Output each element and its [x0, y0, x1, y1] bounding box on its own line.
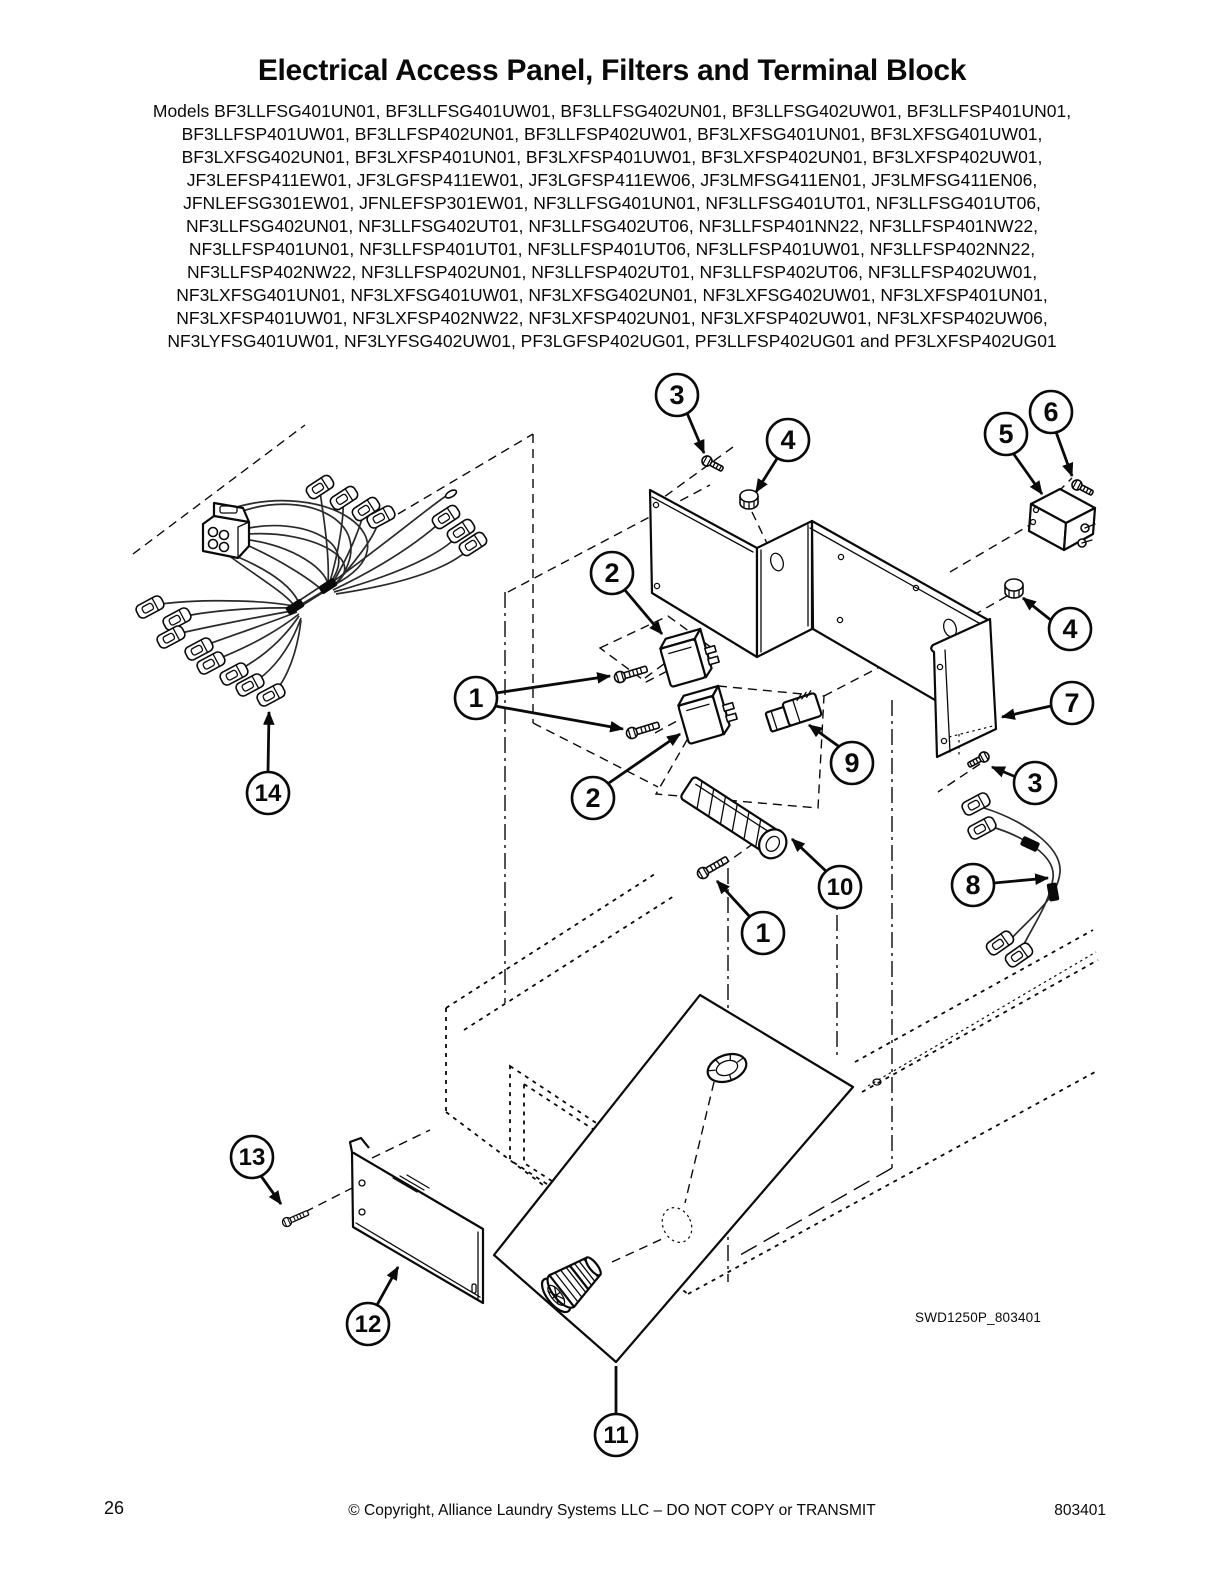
models-line: NF3LLFSP402NW22, NF3LLFSP402UN01, NF3LLFSP402UT01, NF3LLFSP402UT06, NF3LLFSP402UW01,	[186, 262, 1038, 282]
callout-13	[231, 1136, 273, 1178]
cover-plate-12	[350, 1138, 483, 1303]
callout-2b	[572, 777, 614, 819]
models-line: BF3LLFSP401UW01, BF3LLFSP402UN01, BF3LLFSP402UW01, BF3LXFSG401UN01, BF3LXFSG401UW01,	[181, 124, 1043, 144]
models-line: Models BF3LLFSG401UN01, BF3LLFSG401UW01, BF3LLFSG402UN01, BF3LLFSG402UW01, BF3LLFSP401UN01,	[152, 101, 1072, 121]
models-line: NF3LXFSG401UN01, NF3LXFSG401UW01, NF3LXFSG402UN01, NF3LXFSG402UW01, NF3LXFSP401UN01,	[176, 285, 1048, 305]
svg-text:10: 10	[826, 874, 854, 901]
screw-1c	[695, 854, 730, 880]
callout-1b	[742, 912, 784, 954]
models-line: NF3LLFSG402UN01, NF3LLFSG402UT01, NF3LLFSG402UT06, NF3LLFSP401NN22, NF3LLFSP401NW22,	[185, 216, 1039, 236]
callout-4	[767, 419, 809, 461]
screw-3a	[700, 454, 725, 473]
svg-text:4: 4	[1062, 614, 1078, 644]
doc-number: 803401	[1054, 1502, 1106, 1519]
push-nut-4a	[740, 490, 758, 509]
figure-code: SWD1250P_803401	[915, 1310, 1042, 1325]
models-line: JF3LEFSP411EW01, JF3LGFSP411EW01, JF3LGFSP411EW06, JF3LMFSG411EN01, JF3LMFSG411EN06,	[186, 170, 1038, 190]
svg-text:3: 3	[1027, 768, 1043, 798]
svg-text:2: 2	[604, 558, 620, 588]
svg-text:9: 9	[844, 748, 860, 778]
callout-12	[347, 1303, 389, 1345]
wire-harness	[134, 474, 488, 708]
switch-block-b	[676, 683, 740, 744]
svg-text:2: 2	[585, 783, 601, 813]
callout-1	[455, 677, 497, 719]
switch-block-a	[658, 626, 722, 687]
copyright-notice: © Copyright, Alliance Laundry Systems LLC – DO NOT COPY or TRANSMIT	[348, 1502, 876, 1519]
callout-9	[831, 742, 873, 784]
screw-1b	[625, 720, 660, 740]
callout-4b	[1049, 608, 1091, 650]
callout-2	[591, 552, 633, 594]
svg-text:6: 6	[1043, 397, 1059, 427]
svg-text:14: 14	[254, 780, 282, 807]
svg-text:7: 7	[1064, 688, 1080, 718]
terminal-block-10	[678, 775, 792, 863]
models-line: BF3LXFSG402UN01, BF3LXFSP401UN01, BF3LXFSP401UW01, BF3LXFSP402UN01, BF3LXFSP402UW01,	[181, 147, 1043, 167]
models-line: NF3LLFSP401UN01, NF3LLFSP401UT01, NF3LLFSP401UT06, NF3LLFSP401UW01, NF3LLFSP402NN22,	[188, 239, 1036, 259]
svg-text:1: 1	[755, 918, 771, 948]
svg-text:11: 11	[603, 1422, 629, 1449]
harness-connector	[203, 503, 249, 558]
connector-9	[763, 690, 822, 732]
svg-text:3: 3	[669, 380, 685, 410]
page-number: 26	[104, 1498, 125, 1518]
screw-13	[281, 1209, 310, 1228]
push-nut-4b	[1005, 579, 1023, 598]
screw-6	[1070, 478, 1095, 497]
callout-3b	[1014, 762, 1056, 804]
svg-text:1: 1	[468, 683, 484, 713]
callout-14	[247, 772, 289, 814]
callout-11	[595, 1414, 637, 1456]
models-line: NF3LXFSP401UW01, NF3LXFSP402NW22, NF3LXFSP402UN01, NF3LXFSP402UW01, NF3LXFSP402UW06,	[176, 308, 1048, 328]
svg-text:8: 8	[965, 870, 981, 900]
models-line: JFNLEFSG301EW01, JFNLEFSP301EW01, NF3LLFSG401UN01, NF3LLFSG401UT01, NF3LLFSG401UT06,	[183, 193, 1041, 213]
callout-7	[1051, 682, 1093, 724]
callout-10	[819, 866, 861, 908]
screw-3b	[966, 750, 991, 769]
svg-text:4: 4	[780, 425, 796, 455]
svg-text:13: 13	[238, 1144, 266, 1171]
svg-text:5: 5	[998, 419, 1014, 449]
filter-box	[1029, 489, 1095, 550]
callout-3	[656, 374, 698, 416]
callout-5	[985, 413, 1027, 455]
page-title: Electrical Access Panel, Filters and Terminal Block	[257, 54, 967, 87]
screw-1a	[613, 664, 648, 684]
callout-6	[1030, 391, 1072, 433]
svg-text:12: 12	[354, 1311, 382, 1338]
models-line: NF3LYFSG401UW01, NF3LYFSG402UW01, PF3LGFSP402UG01, PF3LLFSP402UG01 and PF3LXFSP402UG01	[167, 331, 1057, 351]
rear-access-panel	[494, 995, 853, 1362]
callout-8	[952, 864, 994, 906]
